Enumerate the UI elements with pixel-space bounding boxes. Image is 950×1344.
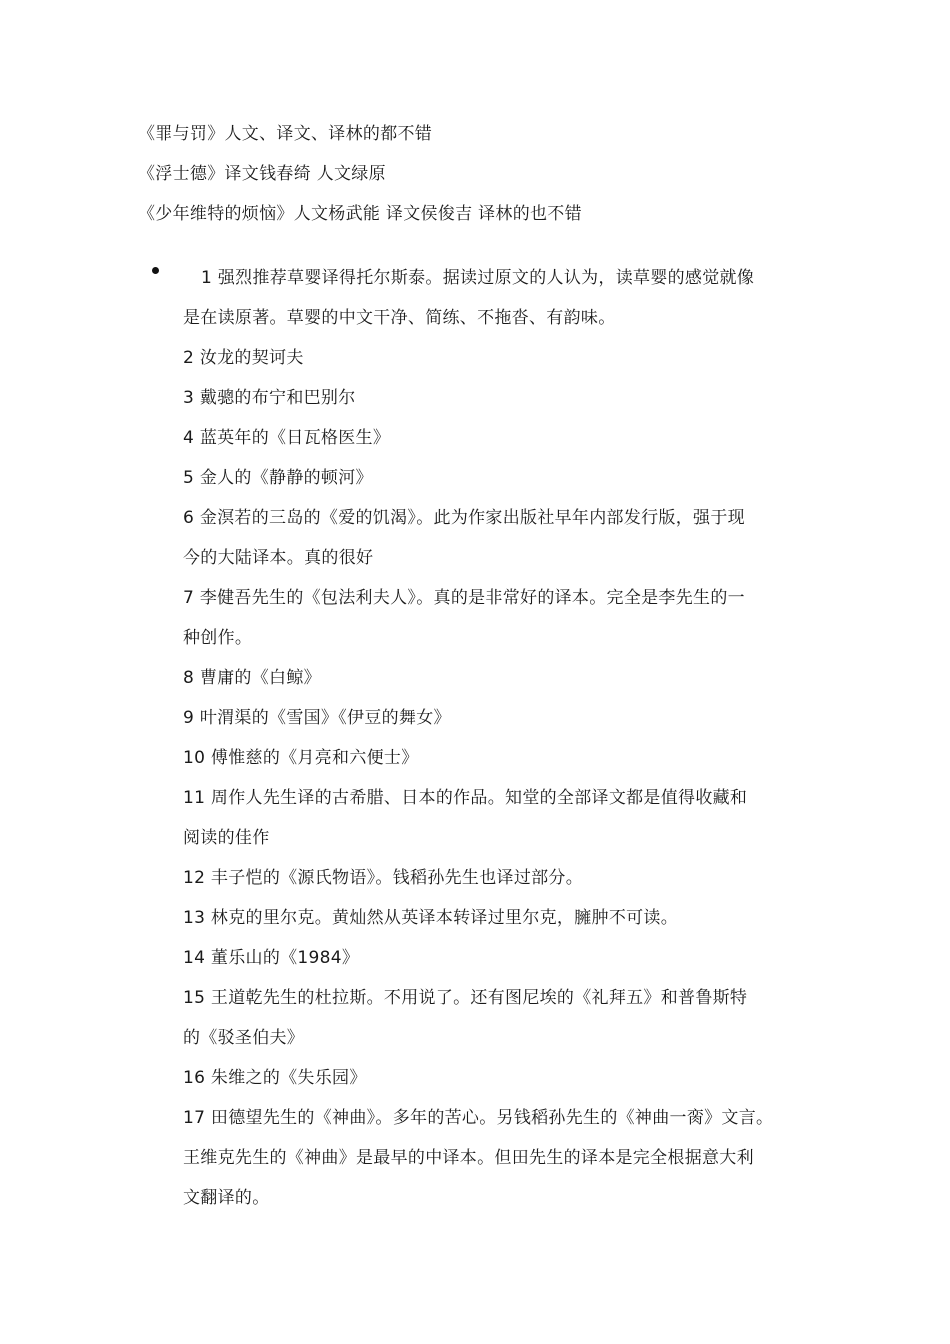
list-item bbox=[183, 458, 813, 498]
list-item-line: 是在读原著。草婴的中文干净、简练、不拖沓、有韵味。 bbox=[183, 308, 616, 328]
list-item-line: 文翻译的。 bbox=[183, 1188, 270, 1208]
list-item-line: 4 蓝英年的《日瓦格医生》 bbox=[183, 428, 391, 448]
list-item-line: 17 田德望先生的《神曲》。多年的苦心。另钱稻孙先生的《神曲一脔》文言。 bbox=[183, 1108, 774, 1128]
intro-line: 《少年维特的烦恼》人文杨武能 译文侯俊吉 译林的也不错 bbox=[138, 204, 582, 224]
list-item bbox=[183, 658, 813, 698]
list-item bbox=[183, 938, 813, 978]
intro-line: 《罪与罚》人文、译文、译林的都不错 bbox=[138, 124, 433, 144]
list-item-line: 的《驳圣伯夫》 bbox=[183, 1028, 305, 1048]
list-item-line: 王维克先生的《神曲》是最早的中译本。但田先生的译本是完全根据意大利 bbox=[183, 1148, 754, 1168]
list-item-line: 16 朱维之的《失乐园》 bbox=[183, 1068, 367, 1088]
translation-list bbox=[183, 258, 813, 1218]
list-item-line: 12 丰子恺的《源氏物语》。钱稻孙先生也译过部分。 bbox=[183, 868, 584, 888]
list-item bbox=[183, 978, 813, 1058]
list-item bbox=[183, 418, 813, 458]
list-item-line: 15 王道乾先生的杜拉斯。不用说了。还有图尼埃的《礼拜五》和普鲁斯特 bbox=[183, 988, 748, 1008]
list-item bbox=[183, 578, 813, 658]
list-item-line: 8 曹庸的《白鲸》 bbox=[183, 668, 321, 688]
list-item bbox=[183, 738, 813, 778]
list-item bbox=[183, 378, 813, 418]
list-item bbox=[183, 258, 813, 338]
list-item-line: 种创作。 bbox=[183, 628, 253, 648]
intro-line: 《浮士德》译文钱春绮 人文绿原 bbox=[138, 164, 386, 184]
intro-section bbox=[138, 118, 898, 238]
list-item-line: 13 林克的里尔克。黄灿然从英译本转译过里尔克，臃肿不可读。 bbox=[183, 908, 679, 928]
list-item bbox=[183, 698, 813, 738]
bullet-icon bbox=[152, 267, 159, 274]
list-item bbox=[183, 898, 813, 938]
list-item-line: 2 汝龙的契诃夫 bbox=[183, 348, 304, 368]
list-item-line: 1 强烈推荐草婴译得托尔斯泰。据读过原文的人认为，读草婴的感觉就像 bbox=[201, 268, 755, 288]
list-item-line: 6 金溟若的三岛的《爱的饥渴》。此为作家出版社早年内部发行版，强于现 bbox=[183, 508, 745, 528]
list-item-line: 14 董乐山的《1984》 bbox=[183, 948, 360, 968]
list-item-line: 9 叶渭渠的《雪国》《伊豆的舞女》 bbox=[183, 708, 451, 728]
list-item-line: 3 戴骢的布宁和巴别尔 bbox=[183, 388, 356, 408]
list-item bbox=[183, 338, 813, 378]
list-item-line: 11 周作人先生译的古希腊、日本的作品。知堂的全部译文都是值得收藏和 bbox=[183, 788, 748, 808]
list-item bbox=[183, 1098, 813, 1218]
list-item-line: 5 金人的《静静的顿河》 bbox=[183, 468, 373, 488]
list-item-line: 阅读的佳作 bbox=[183, 828, 270, 848]
list-item-line: 10 傅惟慈的《月亮和六便士》 bbox=[183, 748, 419, 768]
list-item-line: 7 李健吾先生的《包法利夫人》。真的是非常好的译本。完全是李先生的一 bbox=[183, 588, 745, 608]
list-item bbox=[183, 778, 813, 858]
list-item bbox=[183, 1058, 813, 1098]
list-item bbox=[183, 498, 813, 578]
list-item-line: 今的大陆译本。真的很好 bbox=[183, 548, 374, 568]
list-item bbox=[183, 858, 813, 898]
